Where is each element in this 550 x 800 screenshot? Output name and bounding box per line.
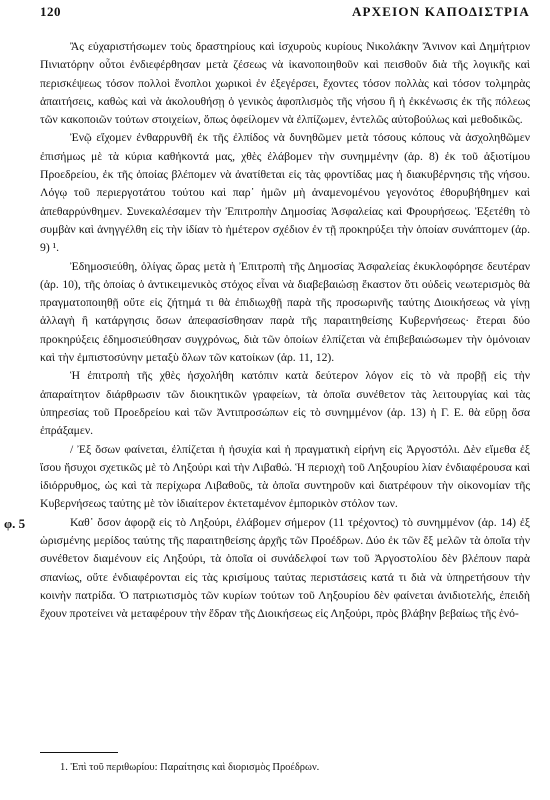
page-number: 120	[40, 4, 61, 19]
margin-note: φ. 5	[4, 516, 26, 531]
paragraph: Ἡ ἐπιτροπὴ τῆς χθὲς ἠσχολήθη κατόπιν κατὰ δεύτερον λόγον εἰς τὸ νὰ προβῇ εἰς τὴν ἀπαραίτητον διάρθρωσιν τῶν διοικητικῶν γραφείων, τὰ ὁποῖα συνέθετον τὰς λειτουργίας καὶ τὰς ὑπηρεσίας τοῦ Προεδρείου καὶ τῶν Ἀντιπροσώπων εἰς τὸ συνημμένον (ἀρ. 13) ἡ Γ. Ε. θὰ εὕρῃ ὅσα ἐπράξαμεν.	[40, 369, 530, 438]
running-title: ΑΡΧΕΙΟΝ ΚΑΠΟΔΙΣΤΡΙΑ	[351, 4, 530, 19]
page-header	[40, 4, 530, 26]
body-text	[40, 38, 530, 624]
paragraph: Ἐνῷ εἴχομεν ἐνθαρρυνθῆ ἐκ τῆς ἐλπίδος νὰ δυνηθῶμεν μετὰ τόσους κόπους νὰ ἀσχοληθῶμεν ἐπισήμως μὲ τὰ κύρια καθήκοντά μας, χθὲς ἐλάβομεν τὴν συνημμένην (ἀρ. 8) ἐκ τοῦ ἀξιοτίμου Προεδρείου, ἐκ τῆς ὁποίας βλέπομεν νὰ ἀνατίθεται εἰς τὰς φροντίδας μας ἡ διακυβέρνησις τῆς νήσου. Λόγῳ τοῦ περιεργοτάτου τούτου καὶ παρ᾽ ἡμῶν μὴ ἀναμενομένου γεγονότος ἐθορυβήθημεν καὶ ἀπεθαρρύνθημεν. Συνεκαλέσαμεν τὴν Ἐπιτροπὴν Δημοσίας Ἀσφαλείας καὶ Φρουρήσεως. Ἐξετέθη τὸ συμβὰν καὶ ἀνηγγέλθη εἰς τὴν ἰδίαν τὸ ἡμέτερον σχέδιον ἐν τῇ προκηρύξει τὴν ὁποίαν συνάπτομεν (ἀρ. 9) ¹.	[40, 131, 530, 255]
footnote: 1. Ἐπὶ τοῦ περιθωρίου: Παραίτησις καὶ διορισμὸς Προέδρων.	[60, 762, 320, 773]
paragraph: Ἐδημοσιεύθη, ὀλίγας ὥρας μετὰ ἡ Ἐπιτροπὴ τῆς Δημοσίας Ἀσφαλείας ἐκυκλοφόρησε δευτέραν (ἀρ. 10), τῆς ὁποίας ὁ ἀντικειμενικὸς στόχος εἶναι νὰ διαβεβαιώσῃ ἕκαστον ὅτι οὐδεὶς νεωτερισμὸς θὰ πραγματοποιηθῇ οὔτε εἰς ζήτημά τι θὰ ἐπιδιωχθῇ παρὰ τῆς προσωρινῆς ταύτης Διοικήσεως νὰ γίνῃ ἀλλαγὴ ἢ κατάργησις ὅσων ἀπεφασίσθησαν παρὰ τῆς παραιτηθείσης Κυβερνήσεως· ἔτεραι δύο προκηρύξεις ἐδημοσιεύθησαν συγχρόνως, διὰ τῶν ὁποίων ἐλπίζεται νὰ ἐπιβεβαιώσωμεν τὴν ὁμόνοιαν καὶ τὴν ἐμπιστοσύνην μεταξὺ ὅλων τῶν κατοίκων (ἀρ. 11, 12).	[40, 259, 530, 365]
paragraph: Καθ᾽ ὅσον ἀφορᾷ εἰς τὸ Ληξούρι, ἐλάβομεν σήμερον (11 τρέχοντος) τὸ συνημμένον (ἀρ. 14) ἐξ ὡρισμένης μερίδος ταύτης τῆς παραιτηθείσης ἀρχῆς τῶν Προέδρων. Δύο ἐκ τῶν ἕξ μελῶν τὰ ὁποῖα τὴν συνέθετον διαμένουν εἰς Ληξούρι, τὰ ὁποῖα οἱ συνάδελφοί των τοῦ Ἀργοστολίου δὲν βλέπουν παρὰ σπανίως, οὔτε ἐνδιαφέρονται εἰς τὰς κρισίμους ταύτας περιστάσεις κατά τι διὰ νὰ ὑπηρετήσουν τὴν κοινὴν πατρίδα. Ὁ πατριωτισμὸς τῶν κυρίων τούτων τοῦ Ληξουρίου δὲν φαίνεται ἀνιδιοτελής, ἐπειδὴ ἔχουν προτείνει νὰ μεταφέρουν τὴν ἕδραν τῆς Διοικήσεως εἰς Ληξούρι, πρὸς βλάβην βεβαίως τῆς ἑνό-	[40, 515, 530, 621]
footnote-rule	[40, 752, 118, 753]
paragraph: / Ἐξ ὅσων φαίνεται, ἐλπίζεται ἡ ἡσυχία καὶ ἡ πραγματικὴ εἰρήνη εἰς Ἀργοστόλι. Δὲν εἴμεθα ἐξ ἴσου ἥσυχοι σχετικῶς μὲ τὸ Ληξούρι καὶ τὴν Λιβαθώ. Ἡ περιοχὴ τοῦ Ληξουρίου λίαν ἐνδιαφέρουσα καὶ ἰδιόρρυθμος, ὡς καὶ τὰ περίχωρα Λιβαθοῦς, τὰ ὁποῖα συντηροῦν καὶ διατρέφουν τὴν οἰκονομίαν τῆς Κυβερνήσεως ταύτης μὲ τὸν ἰδιαίτερον ἐκτεταμένον ἐμπορικὸν στόλον των.	[40, 442, 530, 511]
paragraph: Ἂς εὐχαριστήσωμεν τοὺς δραστηρίους καὶ ἰσχυροὺς κυρίους Νικολάκην Ἄνινον καὶ Δημήτριον Πινιατόρην οὗτοι ἐνδιεφέρθησαν μετὰ ζέσεως νὰ ἱκανοποιηθοῦν καὶ πεισθοῦν διὰ τῆς λογικῆς καὶ περισκέψεως τόσον πολλοὶ ἔνοπλοι χωρικοὶ ἐν ἐξεγέρσει, ἔχοντες τόσον πολλὰς καὶ τόσον τολμηρὰς ἀπαιτήσεις, καθὼς καὶ νὰ ἀκολουθήσῃ ὁ γενικὸς ἀφοπλισμὸς τῆς νήσου ἢ ἡ ἐκκένωσις ἐκ τῆς πόλεως τῶν κακοποιῶν τούτων στοιχείων, ὅπως ὀφείλομεν νὰ ἐλπίζωμεν, ἐντελῶς αὐτοβούλως καὶ μεθοδικῶς.	[40, 40, 530, 127]
